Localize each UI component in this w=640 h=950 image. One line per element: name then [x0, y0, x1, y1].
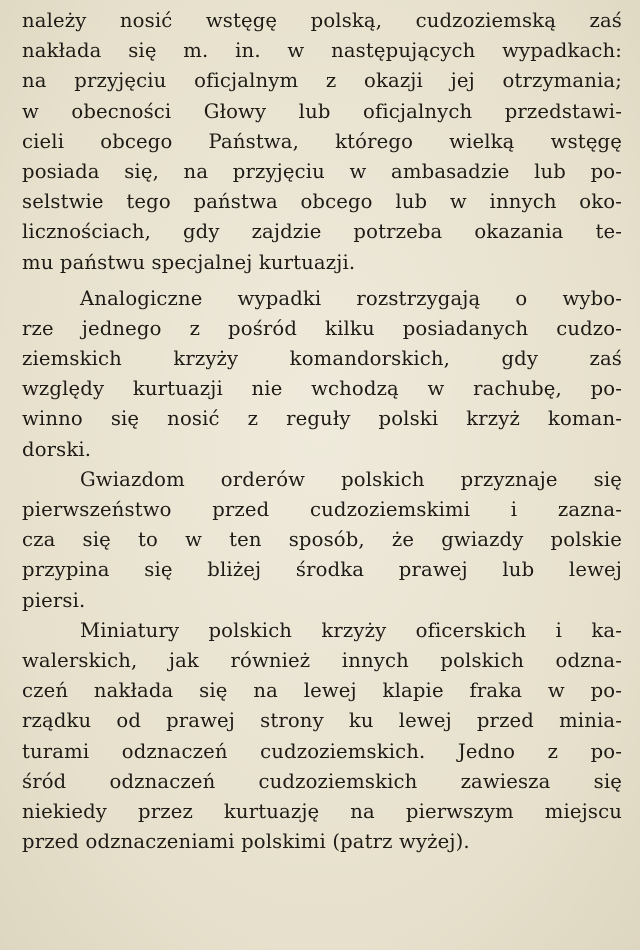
- text-line: rze jednego z pośród kilku posiadanych cudzo-: [22, 316, 622, 340]
- paragraph-3: [22, 465, 622, 616]
- text-line: winno się nosić z reguły polski krzyż koman-: [22, 407, 622, 431]
- text-line: cza się to w ten sposób, że gwiazdy polskie: [22, 528, 622, 552]
- text-line: nakłada się m. in. w następujących wypadkach:: [22, 39, 622, 63]
- text-line: posiada się, na przyjęciu w ambasadzie lub po-: [22, 159, 622, 183]
- text-line: piersi.: [22, 588, 86, 612]
- text-line: przed odznaczeniami polskimi (patrz wyżej).: [22, 830, 470, 854]
- text-line: turami odznaczeń cudzoziemskich. Jedno z po-: [22, 739, 622, 763]
- text-line: względy kurtuazji nie wchodzą w rachubę, po-: [22, 377, 622, 401]
- text-line: Miniatury polskich krzyży oficerskich i ka-: [80, 618, 622, 642]
- text-line: Gwiazdom orderów polskich przyznaje się: [80, 467, 622, 491]
- text-line: niekiedy przez kurtuazję na pierwszym miejscu: [22, 799, 622, 823]
- text-line: Analogiczne wypadki rozstrzygają o wybo-: [80, 286, 622, 310]
- text-line: dorski.: [22, 437, 92, 461]
- paragraph-1: [22, 6, 622, 278]
- text-line: czeń nakłada się na lewej klapie fraka w po-: [22, 679, 622, 703]
- text-line: cieli obcego Państwa, którego wielką wstęgę: [22, 129, 622, 153]
- text-line: należy nosić wstęgę polską, cudzoziemską zaś: [22, 9, 622, 32]
- text-line: selstwie tego państwa obcego lub w innych oko-: [22, 190, 622, 214]
- text-line: pierwszeństwo przed cudzoziemskimi i zazna-: [22, 498, 622, 521]
- text-line: na przyjęciu oficjalnym z okazji jej otrzymania;: [22, 69, 622, 93]
- text-line: w obecności Głowy lub oficjalnych przedstawi-: [22, 99, 622, 123]
- paragraph-2: [22, 284, 622, 465]
- paragraph-4: [22, 616, 622, 858]
- text-line: mu państwu specjalnej kurtuazji.: [22, 250, 356, 274]
- text-line: przypina się bliżej środka prawej lub lewej: [22, 558, 622, 582]
- text-line: rządku od prawej strony ku lewej przed minia-: [22, 709, 622, 733]
- text-line: licznościach, gdy zajdzie potrzeba okazania te-: [22, 220, 622, 244]
- text-line: walerskich, jak również innych polskich odzna-: [22, 648, 622, 672]
- text-line: śród odznaczeń cudzoziemskich zawiesza się: [22, 769, 622, 793]
- text-line: ziemskich krzyży komandorskich, gdy zaś: [22, 347, 622, 371]
